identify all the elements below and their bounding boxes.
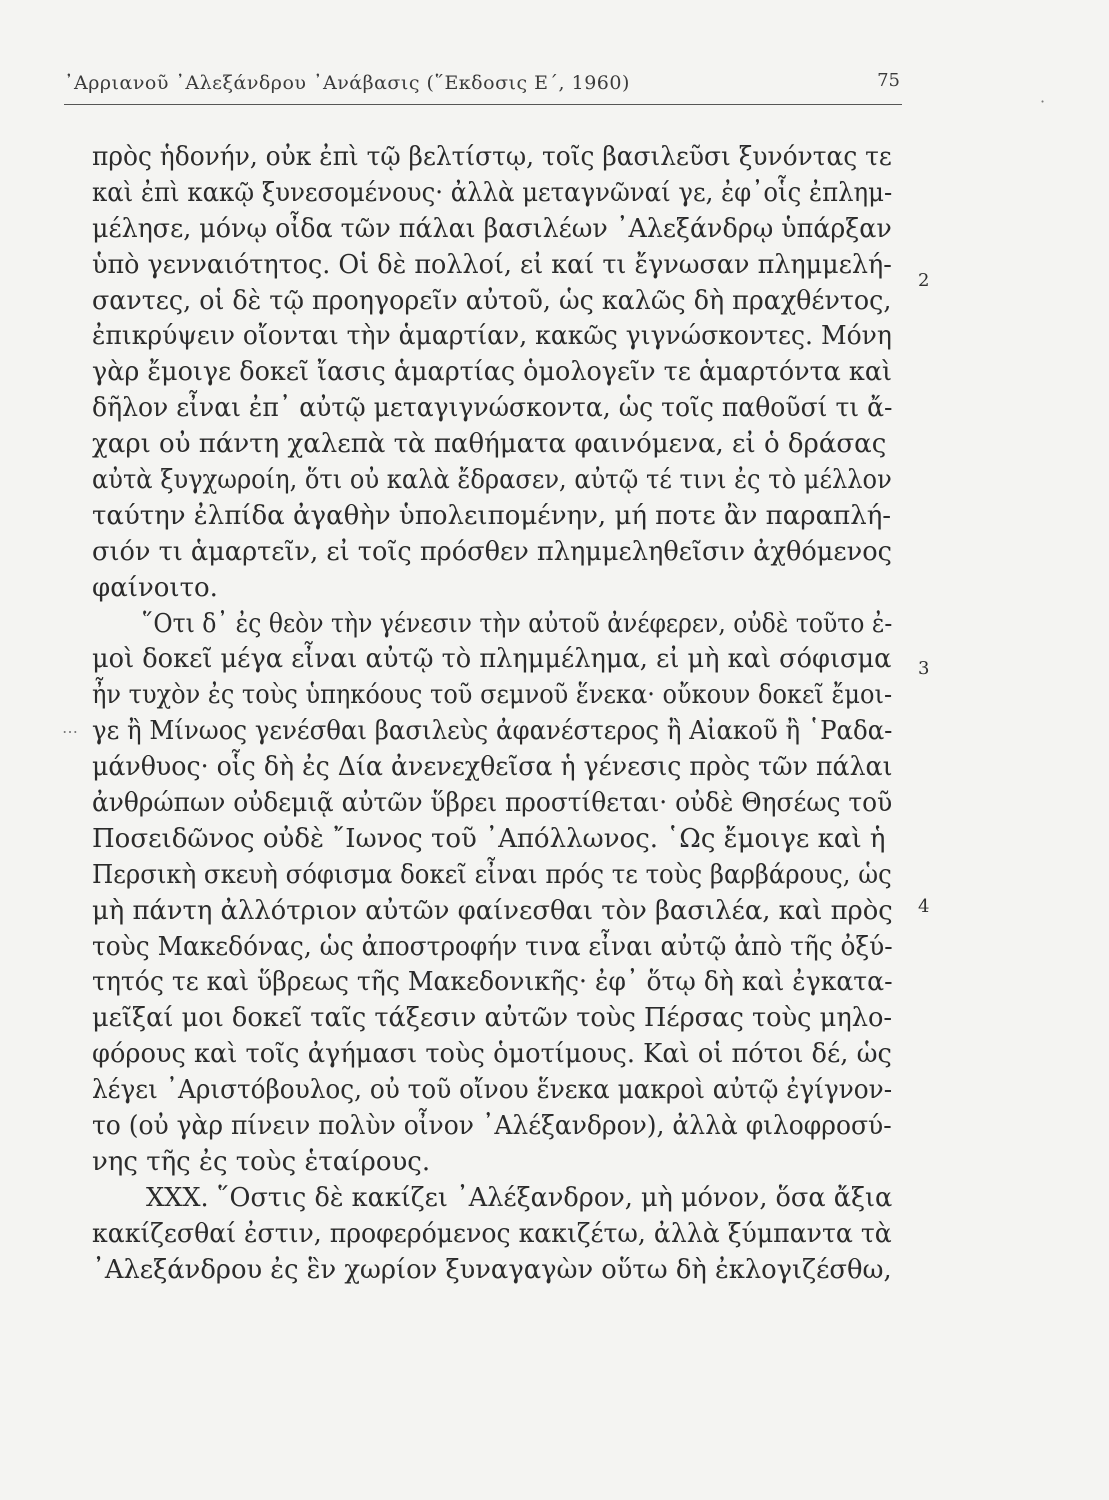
text-line: το (οὐ γὰρ πίνειν πολὺν οἶνον ᾿Αλέξανδρον), ἀλλὰ φιλοφροσύ- [92, 1111, 892, 1142]
text-line: Ποσειδῶνος οὐδὲ ῎Ιωνος τοῦ ᾿Απόλλωνος. ῾Ως ἔμοιγε καὶ ἡ [92, 823, 886, 854]
text-line: μάνθυος· οἷς δὴ ἐς Δία ἀνενεχθεῖσα ἡ γένεσις πρὸς τῶν πάλαι [92, 752, 893, 783]
text-line: πρὸς ἡδονήν, οὐκ ἐπὶ τῷ βελτίστῳ, τοῖς βασιλεῦσι ξυνόντας τε [92, 142, 892, 172]
text-line: λέγει ᾿Αριστόβουλος, οὐ τοῦ οἴνου ἕνεκα μακροὶ αὐτῷ ἐγίγνον- [92, 1075, 893, 1106]
body-text [92, 140, 912, 1289]
text-line: ταύτην ἐλπίδα ἀγαθὴν ὑπολειπομένην, μή ποτε ἂν παραπλή- [92, 500, 892, 531]
text-line: ὑπὸ γενναιότητος. Οἱ δὲ πολλοί, εἰ καί τι ἔγνωσαν πλημμελή- [92, 249, 892, 280]
text-line: αὐτὰ ξυγχωροίη, ὅτι οὐ καλὰ ἔδρασεν, αὐτῷ τέ τινι ἐς τὸ μέλλον [92, 465, 892, 496]
margin-section-number: 4 [918, 896, 930, 917]
text-line: σαντες, οἱ δὲ τῷ προηγορεῖν αὐτοῦ, ὡς καλῶς δὴ πραχθέντος, [92, 285, 892, 316]
text-line: ῞Οτι δ᾿ ἐς θεὸν τὴν γένεσιν τὴν αὐτοῦ ἀνέφερεν, οὐδὲ τοῦτο ἐ- [141, 608, 893, 639]
margin-section-number: 3 [918, 658, 930, 679]
text-line: ἐπικρύψειν οἴονται τὴν ἁμαρτίαν, κακῶς γιγνώσκοντες. Μόνη [92, 321, 892, 352]
scan-speck: ⋯ [62, 722, 78, 741]
text-line: φόρους καὶ τοῖς ἀγήμασι τοὺς ὁμοτίμους. Καὶ οἱ πότοι δέ, ὡς [92, 1039, 892, 1070]
text-line: τοὺς Μακεδόνας, ὡς ἀποστροφήν τινα εἶναι αὐτῷ ἀπὸ τῆς ὀξύ- [92, 931, 893, 962]
text-line: κακίζεσθαί ἐστιν, προφερόμενος κακιζέτω, ἀλλὰ ξύμπαντα τὰ [92, 1218, 892, 1249]
text-line: γε ἢ Μίνωος γενέσθαι βασιλεὺς ἀφανέστερος ἢ Αἰακοῦ ἢ ῾Ραδα- [92, 716, 893, 747]
header-title: ᾿Αρριανοῦ ᾿Αλεξάνδρου ᾿Ανάβασις (῞Εκδοσις Ε΄, 1960) [64, 72, 630, 94]
text-line: φαίνοιτο. [92, 572, 218, 603]
text-line: χαρι οὐ πάντη χαλεπὰ τὰ παθήματα φαινόμενα, εἰ ὁ δράσας [92, 429, 887, 460]
text-line: ᾿Αλεξάνδρου ἐς ἓν χωρίον ξυναγαγὼν οὕτω δὴ ἐκλογιζέσθω, [92, 1254, 892, 1285]
text-line: δῆλον εἶναι ἐπ᾿ αὐτῷ μεταγιγνώσκοντα, ὡς τοῖς παθοῦσί τι ἄ- [92, 393, 893, 424]
text-line: τητός τε καὶ ὕβρεως τῆς Μακεδονικῆς· ἐφ᾿ ὅτῳ δὴ καὶ ἐγκατα- [92, 967, 893, 998]
text-line: καὶ ἐπὶ κακῷ ξυνεσομένους· ἀλλὰ μεταγνῶναί γε, ἐφ᾿οἷς ἐπλημ- [92, 177, 893, 208]
text-line: ἀνθρώπων οὐδεμιᾷ αὐτῶν ὕβρει προστίθεται· οὐδὲ Θησέως τοῦ [92, 788, 893, 819]
page-number: 75 [877, 70, 900, 91]
text-line: ἦν τυχὸν ἐς τοὺς ὑπηκόους τοῦ σεμνοῦ ἕνεκα· οὔκουν δοκεῖ ἔμοι- [92, 680, 893, 711]
header-rule [64, 104, 902, 105]
text-line: γὰρ ἔμοιγε δοκεῖ ἴασις ἁμαρτίας ὁμολογεῖν τε ἁμαρτόντα καὶ [92, 357, 892, 388]
text-line: νης τῆς ἐς τοὺς ἑταίρους. [92, 1146, 431, 1177]
text-line: Περσικὴ σκευὴ σόφισμα δοκεῖ εἶναι πρός τε τοὺς βαρβάρους, ὡς [92, 859, 892, 890]
text-line: μεῖξαί μοι δοκεῖ ταῖς τάξεσιν αὐτῶν τοὺς Πέρσας τοὺς μηλο- [92, 1003, 893, 1034]
chapter-heading-line: XXX. ῞Οστις δὲ κακίζει ᾿Αλέξανδρον, μὴ μόνον, ὅσα ἄξια [146, 1182, 893, 1213]
margin-section-number: 2 [918, 270, 930, 291]
text-line: μοὶ δοκεῖ μέγα εἶναι αὐτῷ τὸ πλημμέλημα, εἰ μὴ καὶ σόφισμα [92, 644, 892, 675]
running-header [64, 70, 904, 104]
text-line: μέλησε, μόνῳ οἶδα τῶν πάλαι βασιλέων ᾿Αλεξάνδρῳ ὑπάρξαν [92, 213, 892, 244]
text-line: σιόν τι ἁμαρτεῖν, εἰ τοῖς πρόσθεν πλημμεληθεῖσιν ἀχθόμενος [92, 536, 892, 567]
scan-speck: · [1040, 92, 1046, 111]
text-line: μὴ πάντη ἀλλότριον αὐτῶν φαίνεσθαι τὸν βασιλέα, καὶ πρὸς [92, 895, 893, 926]
